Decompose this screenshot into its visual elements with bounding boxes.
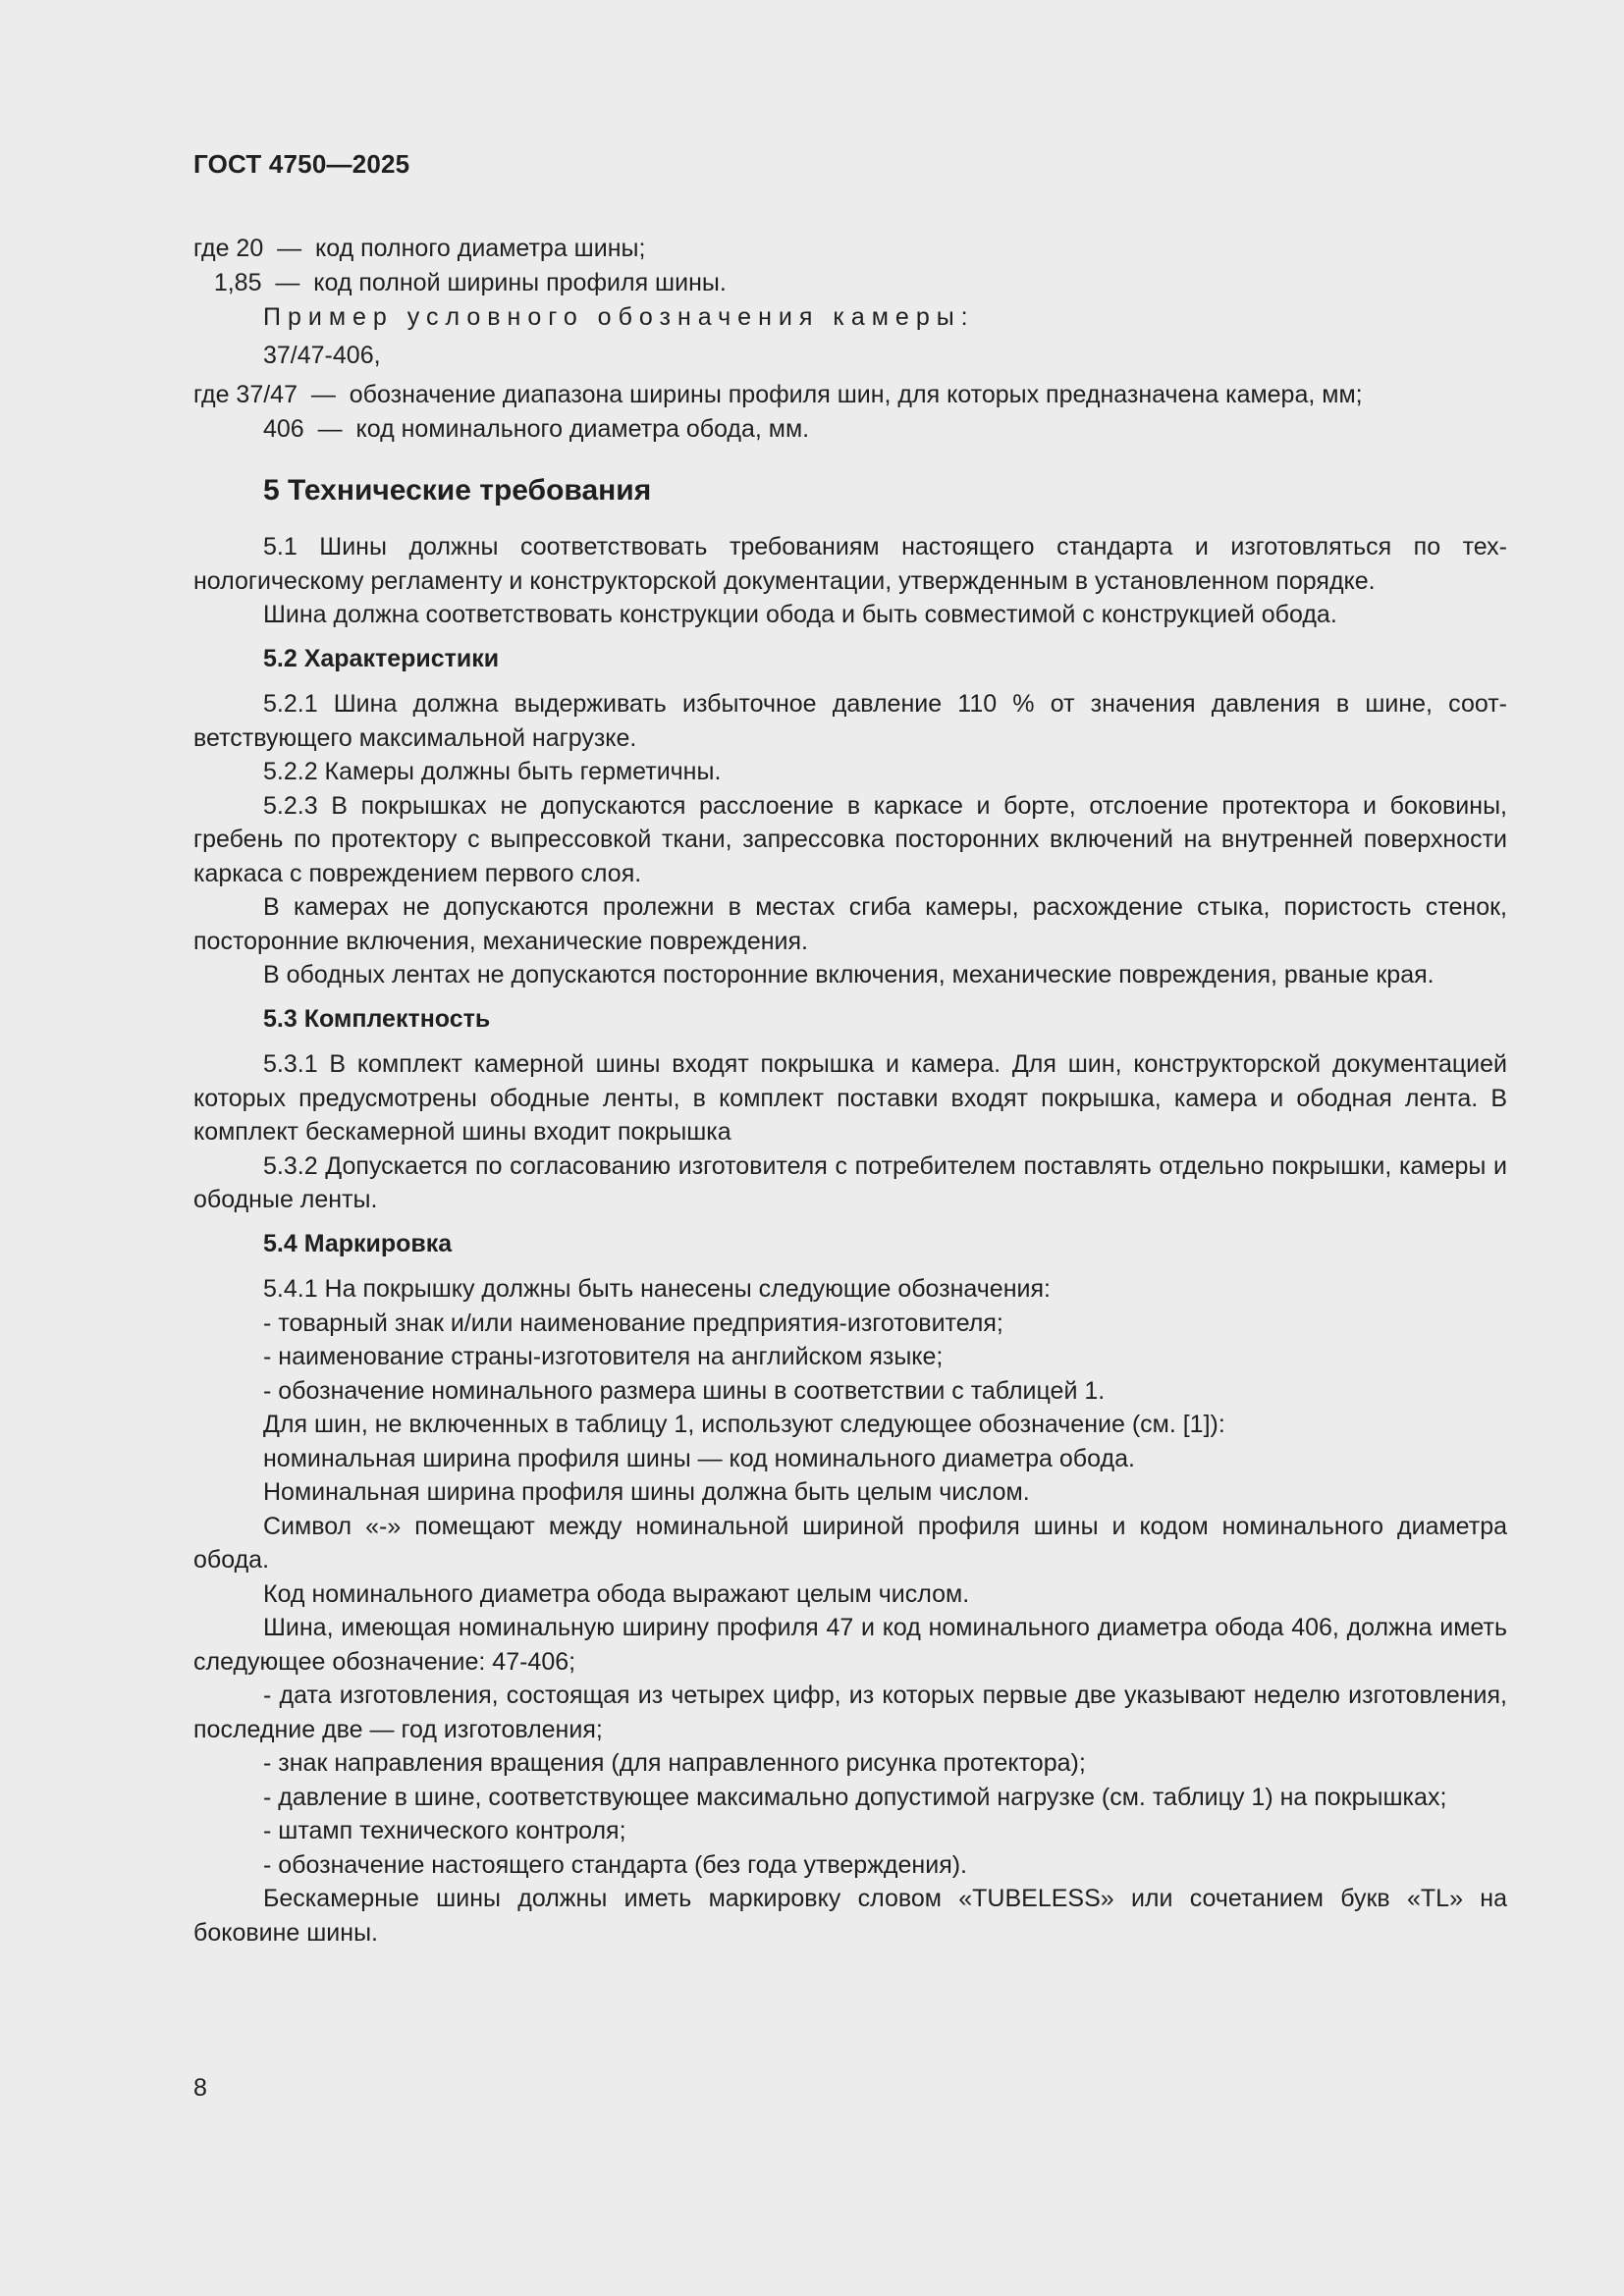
example-label: Пример условного обозначения камеры: (263, 303, 975, 331)
paragraph-5-3-1: 5.3.1 В комплект камерной шины входят покрышка и камера. Для шин, конструкторской документацией которых предусмотрены ободные ленты, в комплект поставки входят покрышка, камера и ободная лента. В комплект бескамерной шины входит покрышка (193, 1050, 1507, 1146)
legend-term: где 20 — (193, 235, 316, 262)
legend-row (193, 378, 1507, 412)
page-number: 8 (193, 2074, 207, 2102)
list-item: - наименование страны-изготовителя на английском языке; (263, 1343, 944, 1370)
list-item: - обозначение номинального размера шины в соответствии с таблицей 1. (263, 1376, 1106, 1405)
legend-row (193, 266, 1507, 300)
legend-desc: код полного диаметра шины; (315, 235, 646, 262)
section-title: 5 Технические требования (263, 474, 652, 507)
paragraph-5-2-1: 5.2.1 Шина должна выдерживать избыточное давление 110 % от значения давления в шине, соответствующего максимальной нагрузке. (193, 690, 1507, 752)
list-item: - дата изготовления, состоящая из четырех цифр, из которых первые две указывают неделю изготовления, последние две — год изготовления; (193, 1682, 1507, 1743)
doc-header: ГОСТ 4750—2025 (193, 149, 410, 179)
paragraph-5-2-3: 5.2.3 В покрышках не допускаются расслоение в каркасе и борте, отслоение протектора и боковины, гребень по протектору с выпрессовкой ткани, запрессовка посторонних включений на внутренней поверхности каркаса с повреждением первого слоя. (193, 791, 1507, 887)
paragraph-5-2-2: 5.2.2 Камеры должны быть герметичны. (263, 758, 722, 785)
paragraph: В камерах не допускаются пролежни в местах сгиба камеры, расхождение стыка, пористость стенок, посторонние включения, механические повреждения. (193, 893, 1507, 955)
subsection-title: 5.4 Маркировка (263, 1229, 453, 1257)
paragraph-5-3-2: 5.3.2 Допускается по согласованию изготовителя с потребителем поставлять отдельно покрышки, камеры и ободные ленты. (193, 1151, 1507, 1213)
paragraph: Шина должна соответствовать конструкции обода и быть совместимой с конструкцией обода. (263, 601, 1337, 628)
legend-desc: код номинального диаметра обода, мм. (355, 414, 810, 443)
list-item: - обозначение настоящего стандарта (без года утверждения). (263, 1850, 968, 1879)
legend-desc: код полной ширины профиля шины. (313, 268, 727, 296)
list-item: - товарный знак и/или наименование предприятия-изготовителя; (263, 1308, 1003, 1337)
subsection-title: 5.2 Характеристики (263, 644, 500, 672)
page-content (193, 232, 1507, 1949)
legend-desc: обозначение диапазона ширины профиля шин, для которых предназначена камера, мм; (349, 381, 1363, 408)
list-item: - давление в шине, соответствующее максимально допустимой нагрузке (см. таблицу 1) на покрышках; (263, 1783, 1447, 1811)
paragraph: Бескамерные шины должны иметь маркировку словом «TUBELESS» или сочетанием букв «TL» на боковине шины. (193, 1885, 1507, 1947)
legend-row (193, 232, 1507, 266)
paragraph: Для шин, не включенных в таблицу 1, используют следующее обозначение (см. [1]): (263, 1411, 1225, 1438)
paragraph: Шина, имеющая номинальную ширину профиля 47 и код номинального диаметра обода 406, должна иметь следующее обозначение: 47-406; (193, 1614, 1507, 1676)
list-item: - знак направления вращения (для направленного рисунка протектора); (263, 1749, 1086, 1777)
legend-term: где 37/47 — (193, 381, 350, 408)
paragraph-5-4-1: 5.4.1 На покрышку должны быть нанесены следующие обозначения: (263, 1275, 1051, 1303)
paragraph: Номинальная ширина профиля шины должна быть целым числом. (263, 1478, 1030, 1506)
subsection-title: 5.3 Комплектность (263, 1004, 491, 1033)
example-value: 37/47-406, (263, 341, 381, 369)
paragraph: Символ «-» помещают между номинальной шириной профиля шины и кодом номинального диаметра обода. (193, 1512, 1507, 1574)
legend-term: 1,85 — (193, 268, 314, 296)
paragraph-5-1: 5.1 Шины должны соответствовать требованиям настоящего стандарта и изготовляться по технологическому регламенту и конструкторской документации, утвержденным в установленном порядке. (193, 533, 1507, 595)
legend-row (193, 412, 1507, 447)
paragraph: В ободных лентах не допускаются посторонние включения, механические повреждения, рваные края. (263, 961, 1435, 988)
legend-term: 406 — (263, 414, 356, 443)
list-item: - штамп технического контроля; (263, 1817, 626, 1844)
paragraph: Код номинального диаметра обода выражают целым числом. (263, 1579, 970, 1608)
paragraph: номинальная ширина профиля шины — код номинального диаметра обода. (263, 1444, 1135, 1472)
